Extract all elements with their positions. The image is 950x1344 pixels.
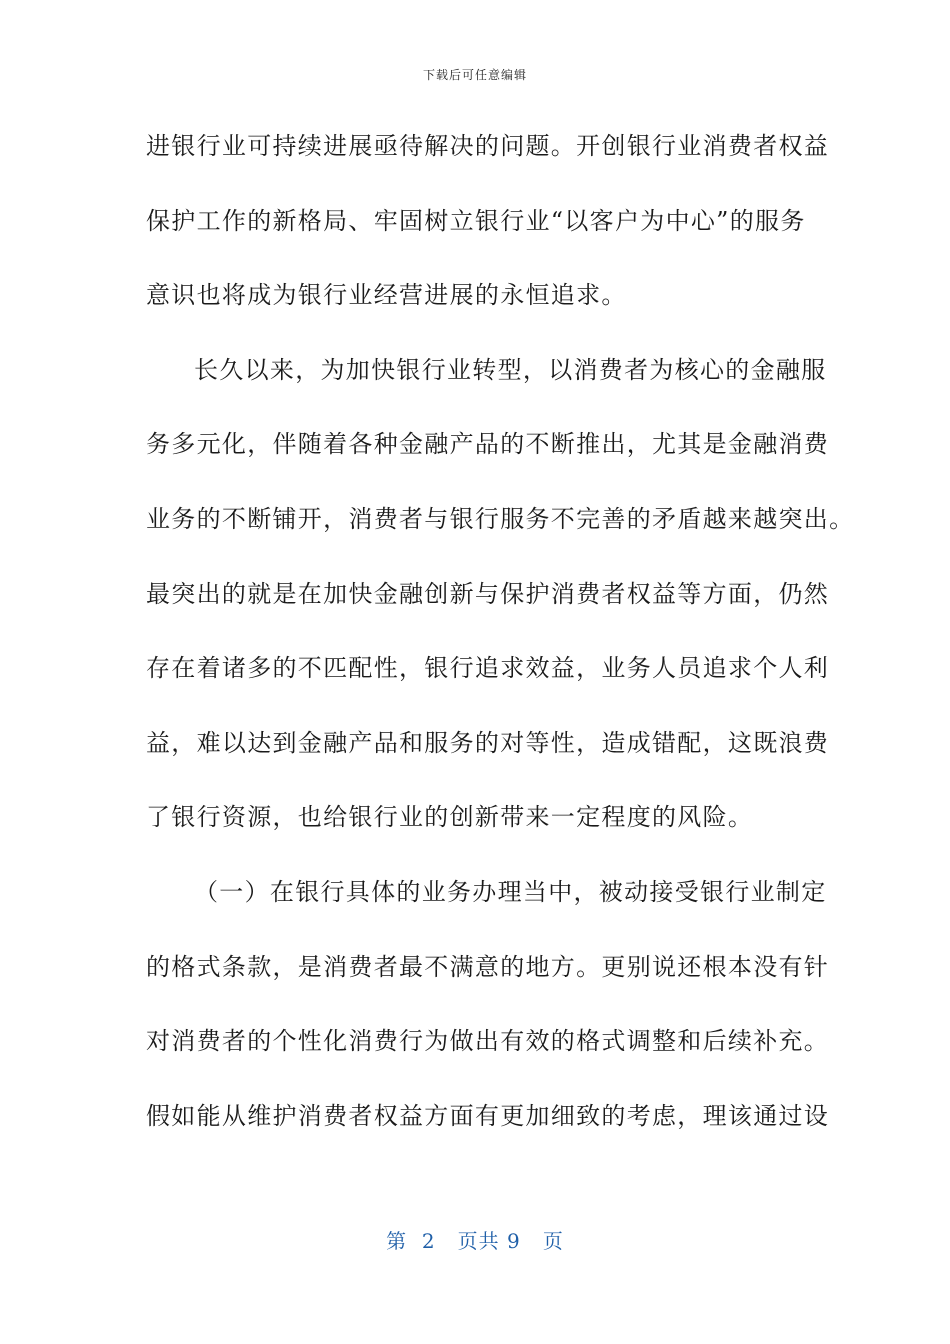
current-page-number: 2 [421,1229,436,1253]
text-line: 保护工作的新格局、牢固树立银行业“以客户为中心”的服务 [146,206,806,235]
document-body [146,120,855,1164]
text-line-indented: 长久以来，为加快银行业转型，以消费者为核心的金融服 [194,355,827,384]
text-line-indented: （一）在银行具体的业务办理当中，被动接受银行业制定 [194,877,827,906]
text-line: 业务的不断铺开，消费者与银行服务不完善的矛盾越来越突出。 [146,504,855,533]
text-line: 最突出的就是在加快金融创新与保护消费者权益等方面，仍然 [146,579,830,608]
page-label-prefix: 第 [386,1229,408,1253]
text-line: 益，难以达到金融产品和服务的对等性，造成错配，这既浪费 [146,728,830,757]
header-note: 下载后可任意编辑 [422,68,527,82]
text-line: 对消费者的个性化消费行为做出有效的格式调整和后续补充。 [146,1027,830,1056]
page-label-mid: 页共 [457,1229,500,1253]
total-pages-number: 9 [507,1229,521,1253]
text-line: 存在着诸多的不匹配性，银行追求效益，业务人员追求个人利 [146,654,830,683]
text-line: 进银行业可持续进展亟待解决的问题。开创银行业消费者权益 [146,132,830,160]
text-line: 的格式条款，是消费者最不满意的地方。更别说还根本没有针 [146,952,830,981]
text-line: 了银行资源，也给银行业的创新带来一定程度的风险。 [146,803,754,832]
text-line: 务多元化，伴随着各种金融产品的不断推出，尤其是金融消费 [146,430,830,459]
page-label-suffix: 页 [542,1229,564,1253]
page-footer [0,1225,950,1254]
text-line: 意识也将成为银行业经营进展的永恒追求。 [146,281,627,310]
text-line: 假如能从维护消费者权益方面有更加细致的考虑，理该通过设 [146,1101,830,1130]
